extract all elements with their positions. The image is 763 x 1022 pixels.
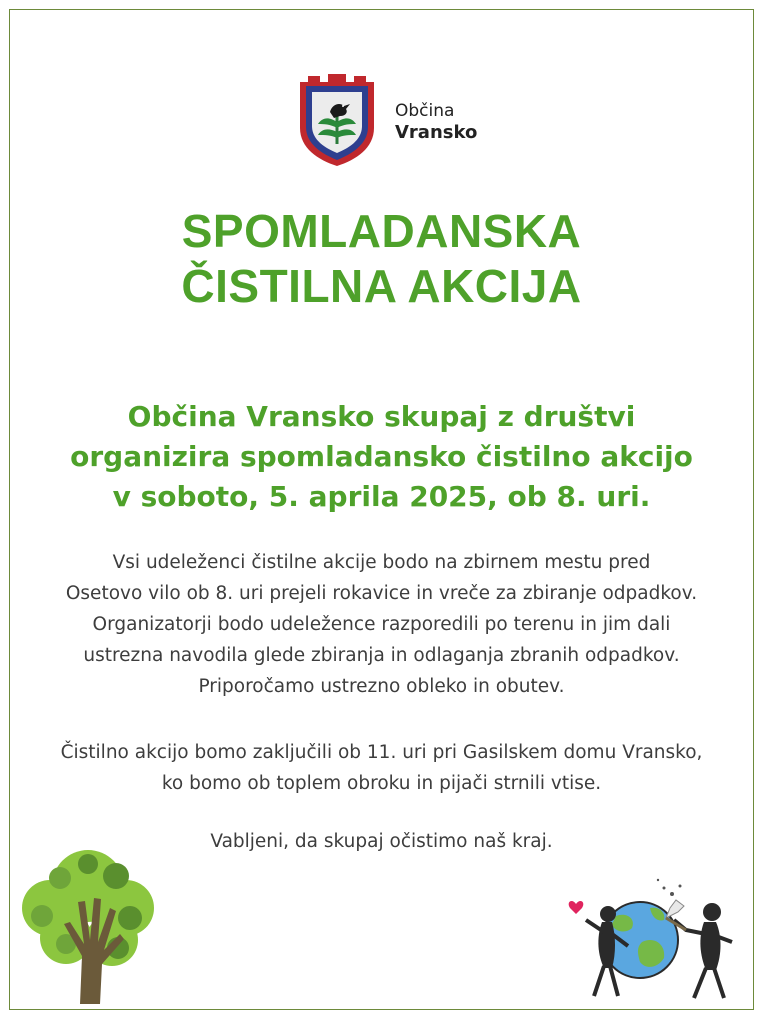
logo-text-line2: Vransko [395,122,478,143]
title-line2: ČISTILNA AKCIJA [181,260,582,312]
title-line1: SPOMLADANSKA [181,205,582,257]
paragraph-line: Priporočamo ustrezno obleko in obutev. [198,676,565,697]
paragraph-line: ko bomo ob toplem obroku in pijači strnili vtise. [161,773,602,794]
poster-title [0,204,763,314]
event-announcement [0,397,763,517]
paragraph-line: ustrezna navodila glede zbiranja in odlaganja zbranih odpadkov. [83,645,680,666]
subtitle-line3: v soboto, 5. aprila 2025, ob 8. uri. [112,480,651,513]
info-paragraph-1 [0,547,763,702]
logo-text-line1: Občina [395,101,455,121]
earth-cleaning-figures-icon [566,872,742,1002]
paragraph-line: Osetovo vilo ob 8. uri prejeli rokavice in vreče za zbiranje odpadkov. [65,583,698,604]
municipality-logo [294,72,484,170]
paragraph-line: Čistilno akcijo bomo zaključili ob 11. uri pri Gasilskem domu Vransko, [60,742,703,763]
coat-of-arms-icon [294,72,380,168]
subtitle-line1: Občina Vransko skupaj z društvi [127,400,636,433]
paragraph-line: Vabljeni, da skupaj očistimo naš kraj. [210,831,553,852]
paragraph-line: Organizatorji bodo udeležence razporedili po terenu in jim dali [92,614,671,635]
tree-hand-icon [20,846,155,1004]
paragraph-line: Vsi udeleženci čistilne akcije bodo na zbirnem mestu pred [112,552,651,573]
info-paragraph-2 [0,737,763,799]
subtitle-line2: organizira spomladansko čistilno akcijo [70,440,693,473]
